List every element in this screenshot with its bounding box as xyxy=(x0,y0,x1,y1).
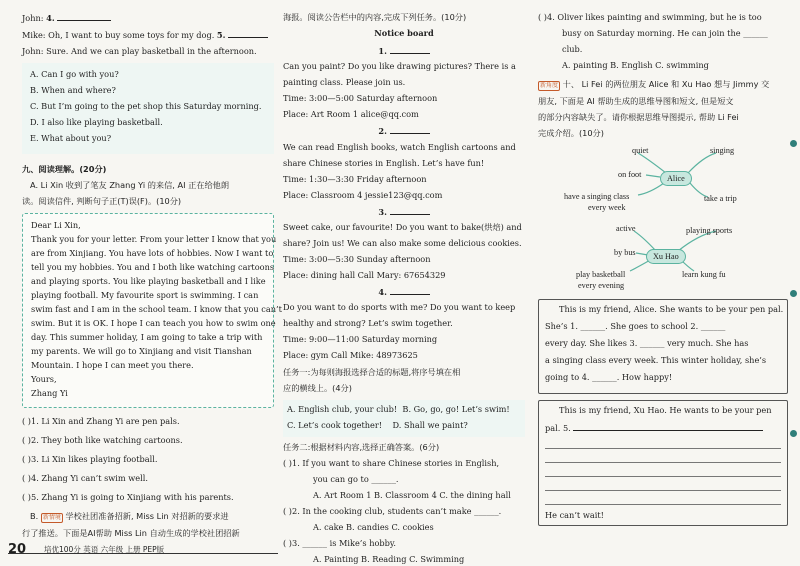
mc-question[interactable]: ( )3. ______ is Mike’s hobby. xyxy=(283,538,397,548)
notice-number: 4. xyxy=(283,286,525,298)
binding-dot xyxy=(790,140,797,147)
title-options-row: A. English club, your club! B. Go, go, go! Let’s swim! xyxy=(287,403,510,414)
notice-line: painting class. Please join us. xyxy=(283,77,406,88)
letter-line: swim. But it is OK. I hope I can teach you how to swim one xyxy=(31,318,276,329)
notice-line: Sweet cake, our favourite! Do you want to bake(烘焙) and xyxy=(283,221,522,232)
notice-line: Time: 1:30—3:30 Friday afternoon xyxy=(283,173,427,184)
map-node: have a singing class xyxy=(564,191,630,201)
section-heading-10: 新角度 十、 Li Fei 的两位朋友 Alice 和 Xu Hao 想与 Jimmy 交 xyxy=(538,79,788,91)
mc-options[interactable]: A. cake B. candies C. cookies xyxy=(313,521,434,532)
letter-line: day. This summer holiday, I am going to take a trip with xyxy=(31,332,263,343)
answer-blank[interactable] xyxy=(228,29,268,38)
passage-line: pal. 5. xyxy=(545,422,781,434)
map-node: singing xyxy=(710,145,735,155)
answer-blank[interactable] xyxy=(390,45,430,54)
notice-number: 2. xyxy=(283,125,525,137)
notice-line: Time: 9:00—11:00 Saturday morning xyxy=(283,334,438,345)
tf-question[interactable]: ( )5. Zhang Yi is going to Xinjiang with his parents. xyxy=(22,491,234,502)
title-options-box xyxy=(283,400,525,437)
page-number: 20 xyxy=(8,542,27,557)
map-node: take a trip xyxy=(704,193,737,203)
mc-question[interactable]: ( )1. If you want to share Chinese stories in English, xyxy=(283,457,500,468)
map-node: by bus xyxy=(614,247,636,257)
instruction: 海报。阅读公告栏中的内容,完成下列任务。(10分) xyxy=(283,12,467,22)
writing-line[interactable] xyxy=(545,436,781,449)
letter-box xyxy=(22,213,282,408)
task-instruction: 任务二:根据材料内容,选择正确答案。(6分) xyxy=(283,441,440,452)
notice-line: share Chinese stories in English. Let’s have fun! xyxy=(283,157,485,168)
passage-line[interactable]: every day. She likes 3. ______ very much. She has xyxy=(545,337,749,348)
letter-line: playing football. My favourite sport is swimming. I can xyxy=(31,290,259,300)
writing-line[interactable] xyxy=(545,464,781,477)
footer-text: 培优100分 英语 六年级 上册 PEP版 xyxy=(44,545,165,554)
tf-question[interactable]: ( )4. Zhang Yi can’t swim well. xyxy=(22,472,148,483)
notice-line: Can you paint? Do you like drawing pictures? There is a xyxy=(283,61,516,72)
notice-line: We can read English books, watch English cartoons and xyxy=(283,141,516,152)
notice-line: Time: 3:00—5:00 Saturday afternoon xyxy=(283,93,438,104)
map-node: active xyxy=(616,223,636,233)
notice-number: 3. xyxy=(283,206,525,218)
letter-line: tell you my hobbies. You and I both like watching cartoons xyxy=(31,261,275,272)
option: D. I also like playing basketball. xyxy=(30,117,163,128)
map-node: playing sports xyxy=(686,225,733,235)
writing-line[interactable] xyxy=(545,478,781,491)
answer-blank[interactable] xyxy=(390,206,430,215)
map-node: learn kung fu xyxy=(682,269,726,279)
instruction: A. Li Xin 收到了笔友 Zhang Yi 的来信, AI 正在给他朗 xyxy=(30,179,230,190)
title-options-row: C. Let’s cook together! D. Shall we paint? xyxy=(287,419,468,430)
section-heading-9: 九、阅读理解。(20分) xyxy=(22,163,107,174)
dialog-line: John: 4. xyxy=(22,12,274,24)
instruction: 读。阅读信件, 判断句子正(T)误(F)。(10分) xyxy=(22,195,182,206)
mc-question-cont: club. xyxy=(562,44,583,55)
instruction: 行了推送。下面是AI帮助 Miss Lin 自动生成的学校社团招新 xyxy=(22,527,240,538)
passage-box-xuhao xyxy=(538,400,788,526)
answer-blank[interactable] xyxy=(57,12,111,21)
notice-line: Place: Art Room 1 alice@qq.com xyxy=(283,109,419,120)
notice-line: Place: gym Call Mike: 48973625 xyxy=(283,350,418,361)
option: A. Can I go with you? xyxy=(30,69,119,80)
passage-line[interactable]: going to 4. ______. How happy! xyxy=(545,371,673,382)
letter-line: Yours, xyxy=(31,374,57,385)
letter-line: swim fast and I am in the school team. I know that you can’t xyxy=(31,304,282,315)
mc-question[interactable]: ( )2. In the cooking club, students can’t make ______. xyxy=(283,505,502,516)
map-node: on foot xyxy=(618,169,642,179)
letter-line: and playing sports. You like playing basketball and I like xyxy=(31,275,266,286)
notice-line: share? Join us! We can also make some delicious cookies. xyxy=(283,237,522,248)
mc-options[interactable]: A. painting B. English C. swimming xyxy=(562,60,709,71)
binding-dot xyxy=(790,430,797,437)
mc-options[interactable]: A. Art Room 1 B. Classroom 4 C. the dining hall xyxy=(313,489,511,500)
passage-line: a singing class every week. This winter holiday, she’s xyxy=(545,354,767,365)
task-instruction: 应的横线上。(4分) xyxy=(283,383,352,394)
letter-line: Thank you for your letter. From your letter I know that you xyxy=(31,233,277,244)
mc-question[interactable]: ( )4. Oliver likes painting and swimming, but he is too xyxy=(538,12,762,22)
notice-number: 1. xyxy=(283,45,525,57)
mind-map-alice xyxy=(538,145,788,217)
instruction: B. 新情境 学校社团准备招新, Miss Lin 对招新的要求进 xyxy=(22,511,274,523)
letter-line: Mountain. I hope I can meet you there. xyxy=(31,360,194,371)
dialog-line: John: Sure. And we can play basketball in the afternoon. xyxy=(22,46,257,57)
task-instruction: 任务一:为每则海报选择合适的标题,将序号填在相 xyxy=(283,367,461,378)
notice-line: healthy and strong? Let’s swim together. xyxy=(283,318,453,329)
dialog-line: Mike: Oh, I want to buy some toys for my dog. 5. xyxy=(22,29,274,41)
options-box xyxy=(22,63,274,153)
tf-question[interactable]: ( )1. Li Xin and Zhang Yi are pen pals. xyxy=(22,415,180,426)
option: C. But I’m going to the pet shop this Saturday morning. xyxy=(30,101,262,112)
passage-closing: He can’t wait! xyxy=(545,509,604,520)
answer-blank[interactable] xyxy=(390,125,430,134)
letter-line: my parents. We will go to Xinjiang and visit Tianshan xyxy=(31,346,252,357)
instruction: 的部分内容缺失了。请你根据思维导图提示, 帮助 Li Fei xyxy=(538,112,739,123)
map-node: play basketball xyxy=(576,269,626,279)
notice-line: Place: Classroom 4 jessie123@qq.com xyxy=(283,189,443,200)
writing-line[interactable] xyxy=(545,450,781,463)
column-right xyxy=(538,12,788,532)
mc-question-cont: busy on Saturday morning. He can join the ______ xyxy=(562,28,768,39)
map-center-alice: Alice xyxy=(660,171,692,186)
mc-options[interactable]: A. Painting B. Reading C. Swimming xyxy=(313,554,465,565)
new-angle-tag: 新角度 xyxy=(538,81,560,91)
map-node: quiet xyxy=(632,145,649,155)
passage-box-alice xyxy=(538,299,788,394)
letter-line: Dear Li Xin, xyxy=(31,219,81,230)
letter-line: Zhang Yi xyxy=(31,388,68,399)
writing-blank[interactable] xyxy=(573,422,763,431)
map-center-xuhao: Xu Hao xyxy=(646,249,686,264)
new-context-tag: 新情境 xyxy=(41,513,63,523)
writing-line[interactable] xyxy=(545,492,781,505)
notice-line: Place: dining hall Call Mary: 67654329 xyxy=(283,270,446,280)
map-node: every week xyxy=(588,202,626,212)
column-left xyxy=(22,12,282,544)
column-middle xyxy=(283,12,525,566)
map-node: every evening xyxy=(578,280,625,290)
option: E. What about you? xyxy=(30,133,112,144)
instruction: 朋友, 下面是 AI 帮助生成的思维导图和短文, 但是短文 xyxy=(538,96,734,107)
notice-line: Do you want to do sports with me? Do you want to keep xyxy=(283,302,516,313)
passage-line[interactable]: She’s 1. ______. She goes to school 2. ______ xyxy=(545,320,726,331)
passage-line: This is my friend, Alice. She wants to be your pen pal. xyxy=(559,303,784,314)
tf-question[interactable]: ( )3. Li Xin likes playing football. xyxy=(22,453,158,464)
tf-question[interactable]: ( )2. They both like watching cartoons. xyxy=(22,434,183,445)
passage-line: This is my friend, Xu Hao. He wants to be your pen xyxy=(559,404,772,415)
mind-map-xuhao xyxy=(538,221,788,293)
answer-blank[interactable] xyxy=(390,286,430,295)
notice-board-title: Notice board xyxy=(374,28,434,39)
notice-line: Time: 3:00—5:30 Sunday afternoon xyxy=(283,253,431,264)
option: B. When and where? xyxy=(30,85,116,96)
binding-dot xyxy=(790,290,797,297)
mc-question-cont: you can go to ______. xyxy=(313,473,399,484)
instruction: 完成介绍。(10分) xyxy=(538,128,604,139)
letter-line: are from Xinjiang. You have lots of hobbies. Now I want to xyxy=(31,247,274,258)
